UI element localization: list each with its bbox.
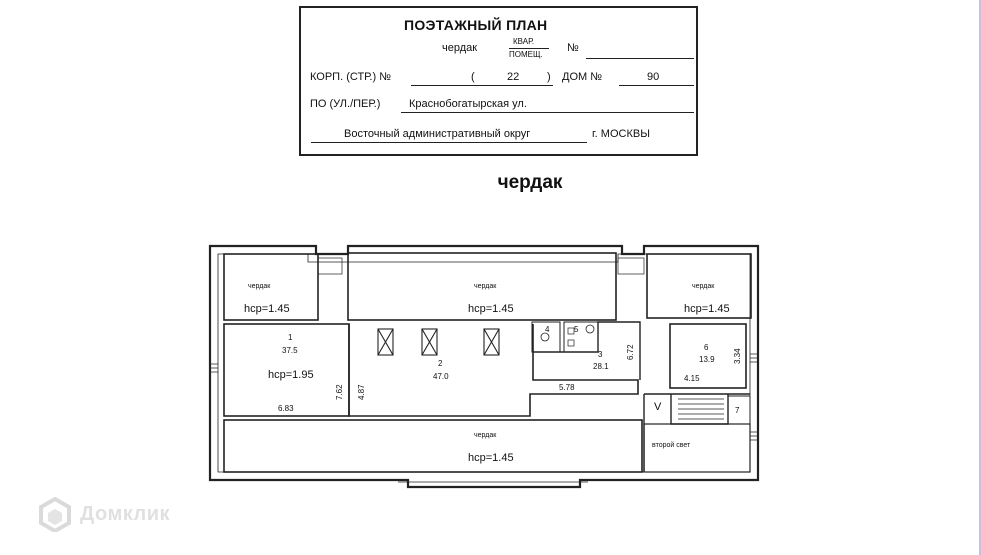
district-value: Восточный административный округ xyxy=(344,128,531,140)
korp-underline xyxy=(411,85,553,86)
vent-left xyxy=(318,258,342,274)
attic-top-center-height: hср=1.45 xyxy=(468,303,514,315)
stair-treads xyxy=(678,399,724,419)
skylight-group xyxy=(378,329,499,355)
attic-top-center-name: чердак xyxy=(474,283,497,290)
korp-label: КОРП. (СТР.) № xyxy=(310,71,391,83)
house-underline xyxy=(619,85,694,86)
room-7-number: 7 xyxy=(735,406,740,415)
floor-plan xyxy=(208,244,766,496)
room-2-depth: 4.87 xyxy=(357,384,366,400)
city-value: г. МОСКВЫ xyxy=(592,128,650,140)
building-number: 22 xyxy=(507,71,520,83)
attic-top-right-height: hср=1.45 xyxy=(684,303,730,315)
room-3-width: 5.78 xyxy=(559,383,575,392)
attic-bottom-name: чердак xyxy=(474,432,497,439)
room-1-height: hср=1.95 xyxy=(268,369,314,381)
room-1-area: 37.5 xyxy=(282,346,298,355)
room-6-depth: 3.34 xyxy=(733,348,742,364)
vent-right xyxy=(618,258,644,274)
kvar-label: КВАР. xyxy=(513,37,535,46)
attic-bottom-height: hср=1.45 xyxy=(468,452,514,464)
number-underline xyxy=(586,58,694,59)
room-6-area: 13.9 xyxy=(699,355,715,364)
room-3-area: 28.1 xyxy=(593,362,609,371)
watermark-text: Домклик xyxy=(80,502,171,525)
room-1-depth: 7.62 xyxy=(335,384,344,400)
number-sign: № xyxy=(567,42,579,54)
house-number: 90 xyxy=(647,71,660,83)
street-value: Краснобогатырская ул. xyxy=(409,98,527,110)
toilet-icon xyxy=(541,333,549,341)
paren-open: ( xyxy=(471,71,475,83)
room-1-number: 1 xyxy=(288,333,293,342)
sink-icon xyxy=(568,340,574,346)
room-2-area: 47.0 xyxy=(433,372,449,381)
second-light-name: второй свет xyxy=(652,442,691,449)
room-1-width: 6.83 xyxy=(278,404,294,413)
floor-title: чердак xyxy=(497,172,563,193)
paren-close: ) xyxy=(547,71,551,83)
room-6-width: 4.15 xyxy=(684,374,700,383)
room-4-number: 4 xyxy=(545,325,550,334)
attic-top-left-height: hср=1.45 xyxy=(244,303,290,315)
attic-bottom-outline xyxy=(224,420,642,472)
room-3-depth: 6.72 xyxy=(626,344,635,360)
title-block xyxy=(299,6,698,156)
toilet-icon xyxy=(586,325,594,333)
domclick-logo-icon xyxy=(38,496,72,532)
room-6-number: 6 xyxy=(704,343,709,352)
room-5-number: 5 xyxy=(574,325,579,334)
attic-top-left-name: чердак xyxy=(248,283,271,290)
stamp-title: ПОЭТАЖНЫЙ ПЛАН xyxy=(404,17,548,33)
district-underline xyxy=(311,142,587,143)
dom-label: ДОМ № xyxy=(562,71,603,83)
watermark xyxy=(38,496,170,532)
pomesch-label: ПОМЕЩ. xyxy=(509,50,543,59)
room-3-number: 3 xyxy=(598,350,603,359)
floor-value: чердак xyxy=(442,42,478,54)
room-2-number: 2 xyxy=(438,359,443,368)
stair-mark: V xyxy=(654,401,662,413)
attic-top-right-name: чердак xyxy=(692,283,715,290)
fraction-line xyxy=(509,48,549,49)
street-label: ПО (УЛ./ПЕР.) xyxy=(310,98,381,110)
street-underline xyxy=(401,112,694,113)
